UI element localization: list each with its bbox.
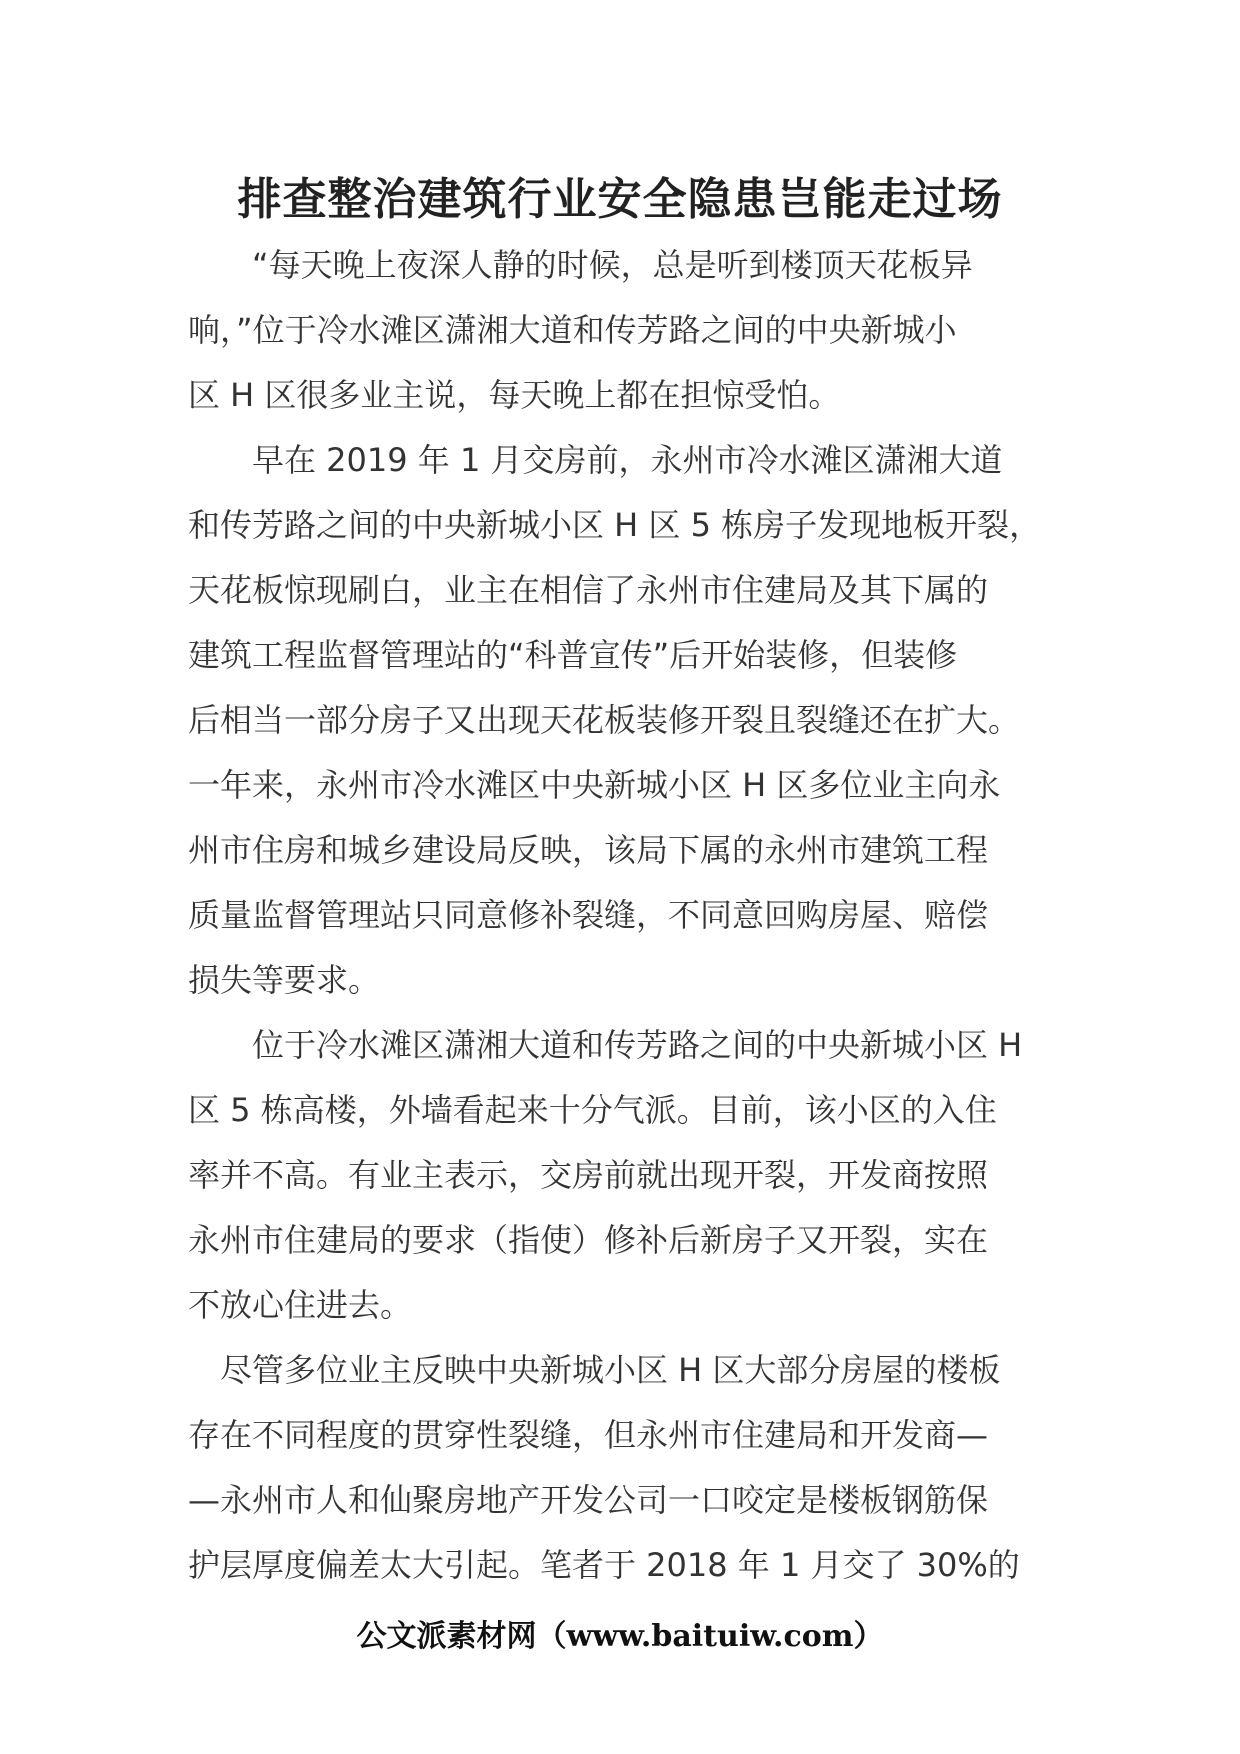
text-line: 尽管多位业主反映中央新城小区 H 区大部分房屋的楼板 xyxy=(188,1351,1001,1389)
paragraph-1 xyxy=(188,233,1058,428)
paragraph-3 xyxy=(188,1013,1058,1338)
text-line: 区 5 栋高楼，外墙看起来十分气派。目前，该小区的入住 xyxy=(188,1091,997,1129)
document-body xyxy=(188,233,1058,1598)
footer-watermark: 公文派素材网（www.baituiw.com） xyxy=(356,1619,884,1654)
text-line: 和传芳路之间的中央新城小区 H 区 5 栋房子发现地板开裂， xyxy=(188,506,1042,544)
text-line: 早在 2019 年 1 月交房前，永州市冷水滩区潇湘大道 xyxy=(188,441,1003,479)
paragraph-2 xyxy=(188,428,1058,1013)
paragraph-4 xyxy=(188,1338,1058,1598)
text-line: 位于冷水滩区潇湘大道和传芳路之间的中央新城小区 H xyxy=(188,1026,1023,1064)
text-line: 响，”位于冷水滩区潇湘大道和传芳路之间的中央新城小 xyxy=(188,311,957,349)
document-title: 排查整治建筑行业安全隐患岂能走过场 xyxy=(237,174,1003,225)
text-line: 区 H 区很多业主说，每天晚上都在担惊受怕。 xyxy=(188,376,841,414)
text-line: “每天晚上夜深人静的时候，总是听到楼顶天花板异 xyxy=(188,246,973,284)
text-line: 州市住房和城乡建设局反映，该局下属的永州市建筑工程 xyxy=(188,831,989,869)
text-line: 质量监督管理站只同意修补裂缝，不同意回购房屋、赔偿 xyxy=(188,896,989,934)
text-line: 损失等要求。 xyxy=(188,961,381,999)
text-line: 不放心住进去。 xyxy=(188,1286,413,1324)
text-line: 率并不高。有业主表示，交房前就出现开裂，开发商按照 xyxy=(188,1156,989,1194)
text-line: 一年来，永州市冷水滩区中央新城小区 H 区多位业主向永 xyxy=(188,766,1001,804)
text-line: —永州市人和仙聚房地产开发公司一口咬定是楼板钢筋保 xyxy=(188,1481,989,1519)
text-line: 天花板惊现刷白，业主在相信了永州市住建局及其下属的 xyxy=(188,571,989,609)
text-line: 存在不同程度的贯穿性裂缝，但永州市住建局和开发商— xyxy=(188,1416,989,1454)
text-line: 后相当一部分房子又出现天花板装修开裂且裂缝还在扩大。 xyxy=(188,701,1021,739)
text-line: 建筑工程监督管理站的“科普宣传”后开始装修，但装修 xyxy=(188,636,958,674)
text-line: 永州市住建局的要求（指使）修补后新房子又开裂，实在 xyxy=(188,1221,989,1259)
text-line: 护层厚度偏差太大引起。笔者于 2018 年 1 月交了 30%的 xyxy=(188,1546,1020,1584)
